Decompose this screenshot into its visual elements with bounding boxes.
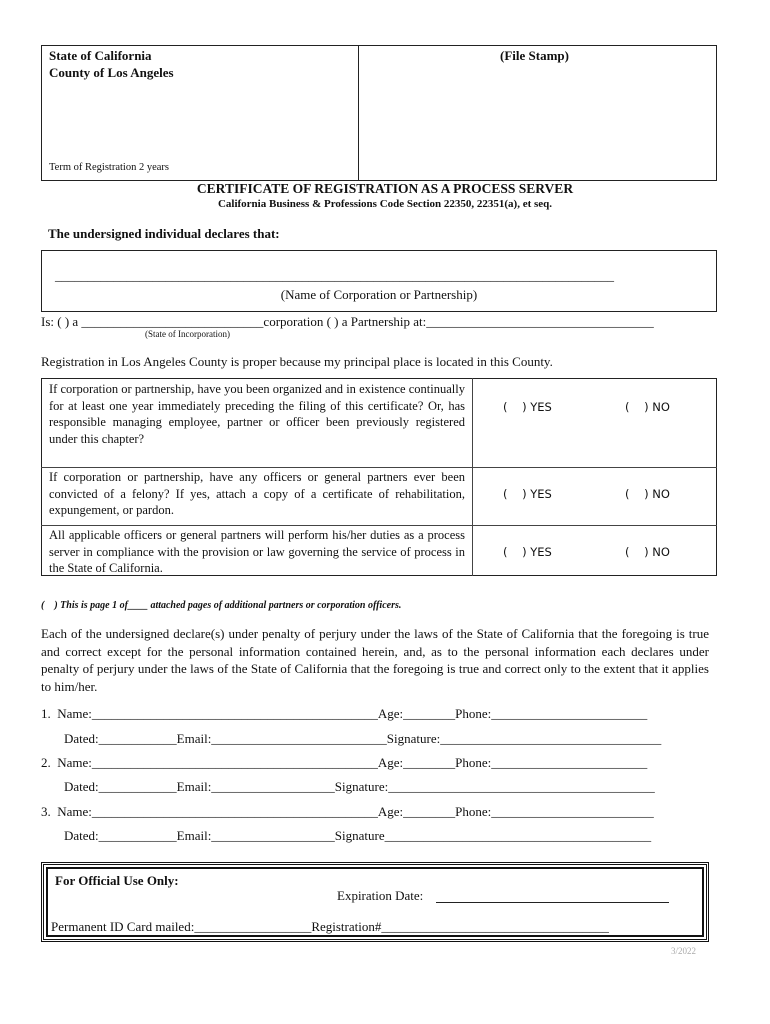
question-2-text: If corporation or partnership, have any officers or general partners ever been convicted of a felony? If yes, attach a copy of a certificate of rehabilitation, expungement, or pardon. bbox=[49, 470, 465, 517]
registration-statement: Registration in Los Angeles County is proper because my principal place is located in this County. bbox=[41, 354, 553, 369]
certificate-title: CERTIFICATE OF REGISTRATION AS A PROCESS SERVER bbox=[196, 181, 574, 196]
term-label: Term of Registration 2 years bbox=[49, 162, 169, 173]
page-count-note[interactable]: ( ) This is page 1 of____ attached pages of additional partners or corporation officers. bbox=[41, 600, 402, 611]
header-divider bbox=[358, 45, 359, 181]
question-3-no[interactable]: ( ) NO bbox=[625, 545, 670, 559]
question-2-no[interactable]: ( ) NO bbox=[625, 487, 670, 501]
table-row-divider-1 bbox=[41, 467, 717, 468]
declares-heading: The undersigned individual declares that: bbox=[48, 226, 280, 241]
state-of-incorporation-caption: (State of Incorporation) bbox=[145, 329, 230, 339]
signer-3-name-line[interactable]: 3. Name:____________________________________________Age:________Phone:_________________________ bbox=[41, 804, 654, 819]
signer-3-dated-line[interactable]: Dated:____________Email:___________________Signature_________________________________________ bbox=[64, 828, 652, 843]
revision-date: 3/2022 bbox=[671, 946, 697, 956]
certificate-subtitle: California Business & Professions Code Section 22350, 22351(a), et seq. bbox=[217, 198, 553, 210]
state-label: State of California bbox=[49, 48, 152, 63]
permanent-id-line[interactable]: Permanent ID Card mailed:__________________Registration#___________________________________ bbox=[51, 919, 609, 934]
table-row-divider-2 bbox=[41, 525, 717, 526]
signer-1-name-line[interactable]: 1. Name:____________________________________________Age:________Phone:________________________ bbox=[41, 706, 648, 721]
signer-2-dated-line[interactable]: Dated:____________Email:___________________Signature:_________________________________________ bbox=[64, 779, 655, 794]
question-1-no[interactable]: ( ) NO bbox=[625, 400, 670, 414]
table-col-divider-1 bbox=[472, 378, 473, 576]
corporation-name-caption: (Name of Corporation or Partnership) bbox=[280, 287, 478, 302]
signer-2-name-line[interactable]: 2. Name:____________________________________________Age:________Phone:________________________ bbox=[41, 755, 648, 770]
question-1-yes[interactable]: ( ) YES bbox=[503, 400, 552, 414]
expiration-date-field[interactable] bbox=[436, 902, 669, 903]
official-use-heading: For Official Use Only: bbox=[55, 873, 179, 888]
question-3-text: All applicable officers or general partners will perform his/her duties as a process server in compliance with the provision or law governing the service of process in the State of California. bbox=[49, 528, 465, 575]
perjury-statement: Each of the undersigned declare(s) under penalty of perjury under the laws of the State of California that the foregoing is true and correct except for the personal information contained herein, and, as to the personal information each declares under penalty of perjury under the laws of the State of California that the foregoing is true and correct only to the extent that it applies to him/her. bbox=[41, 626, 709, 694]
expiration-date-label: Expiration Date: bbox=[337, 888, 427, 903]
signer-1-dated-line[interactable]: Dated:____________Email:___________________________Signature:__________________________________ bbox=[64, 731, 662, 746]
entity-type-line[interactable]: Is: ( ) a ____________________________corporation ( ) a Partnership at:___________________________________ bbox=[41, 314, 654, 329]
corporation-name-field[interactable]: ______________________________________________________________________________________ bbox=[55, 268, 614, 283]
file-stamp-label: (File Stamp) bbox=[500, 48, 569, 63]
county-label: County of Los Angeles bbox=[49, 65, 174, 80]
question-3-yes[interactable]: ( ) YES bbox=[503, 545, 552, 559]
question-2-yes[interactable]: ( ) YES bbox=[503, 487, 552, 501]
question-1-text: If corporation or partnership, have you been organized and in existence continually for at least one year immediately preceding the filing of this certificate? Or, has responsible managing employee, partner or officer been previously registered under this chapter? bbox=[49, 382, 465, 446]
